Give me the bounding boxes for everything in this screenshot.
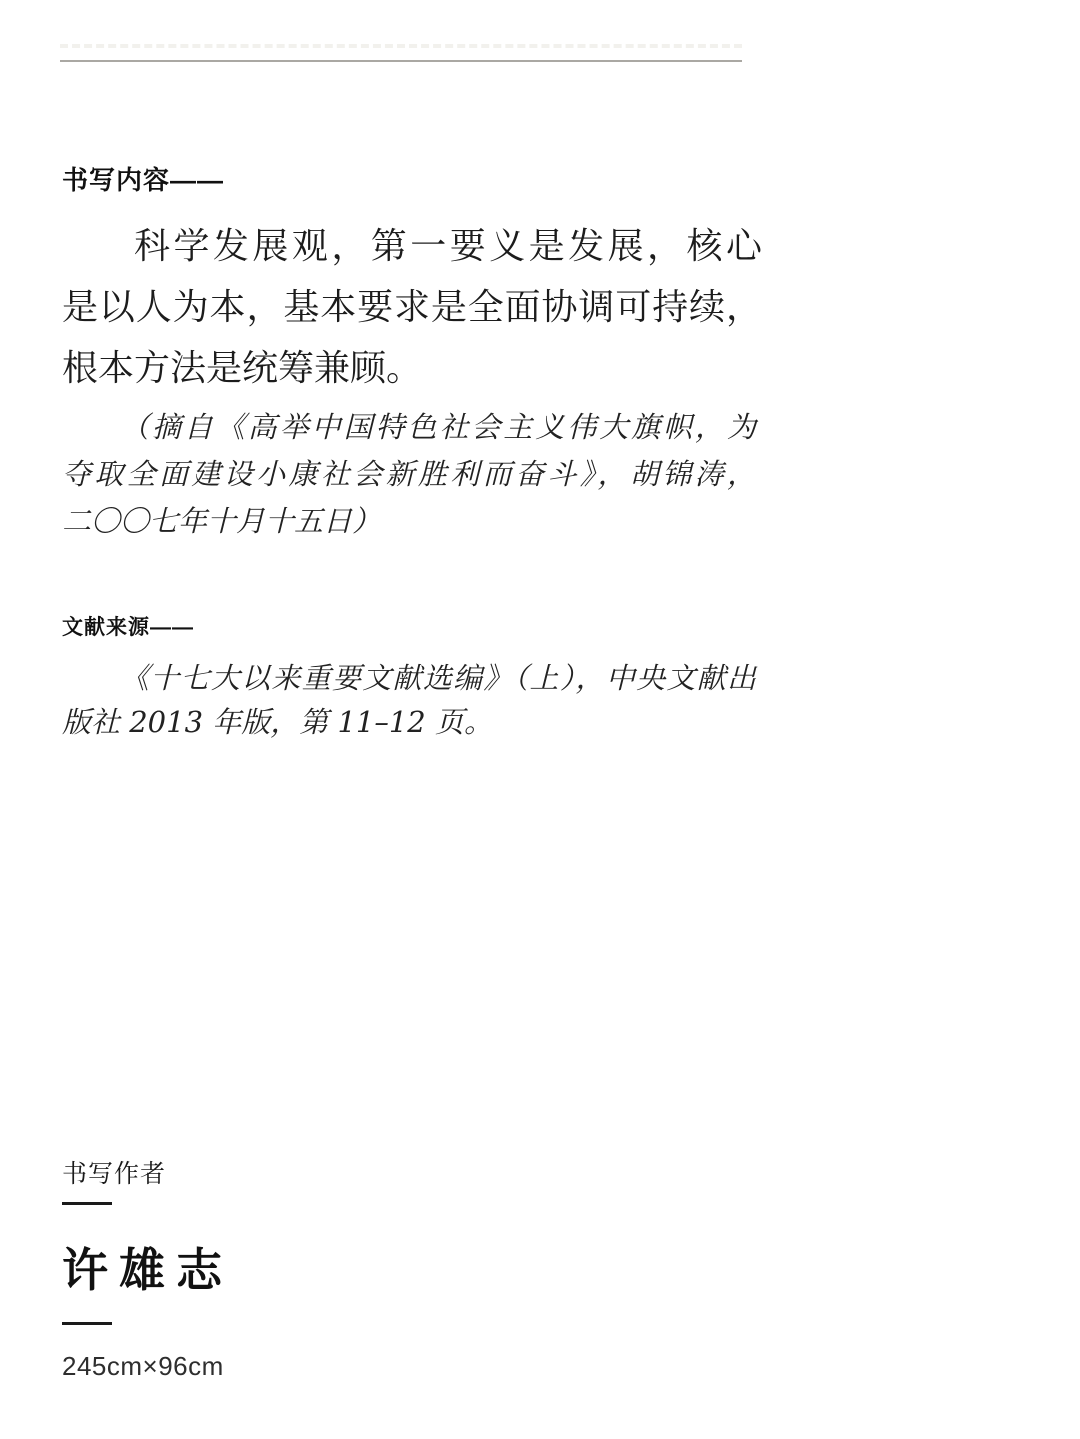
top-faint-dashed-line: [60, 44, 742, 48]
content-section-heading: 书写内容——: [62, 165, 225, 195]
citation-line-3: 二〇〇七年十月十五日）: [62, 504, 382, 538]
citation-line-1: （摘自《高举中国特色社会主义伟大旗帜，为: [120, 410, 756, 444]
citation-line-2: 夺取全面建设小康社会新胜利而奋斗》，胡锦涛，: [62, 457, 756, 491]
source-line-2: 版社 2013 年版，第 11–12 页。: [62, 705, 493, 739]
source-line-1: 《十七大以来重要文献选编》（上），中央文献出: [120, 661, 756, 695]
author-section-heading: 书写作者: [62, 1160, 167, 1188]
calligraphy-content-paragraph: [62, 216, 762, 399]
content-line-3: 根本方法是统筹兼顾。: [62, 348, 423, 389]
author-bottom-rule: [62, 1322, 112, 1325]
citation-paragraph: [62, 404, 756, 545]
content-line-2: 是以人为本，基本要求是全面协调可持续，: [62, 287, 762, 328]
source-section-heading: 文献来源——: [62, 616, 194, 639]
artwork-dimensions: 245cm×96cm: [62, 1351, 224, 1381]
source-paragraph: [62, 656, 756, 744]
top-divider-line: [60, 60, 742, 62]
author-name: 许雄志: [62, 1243, 234, 1297]
content-line-1: 科学发展观，第一要义是发展，核心: [134, 226, 762, 267]
author-top-rule: [62, 1202, 112, 1205]
